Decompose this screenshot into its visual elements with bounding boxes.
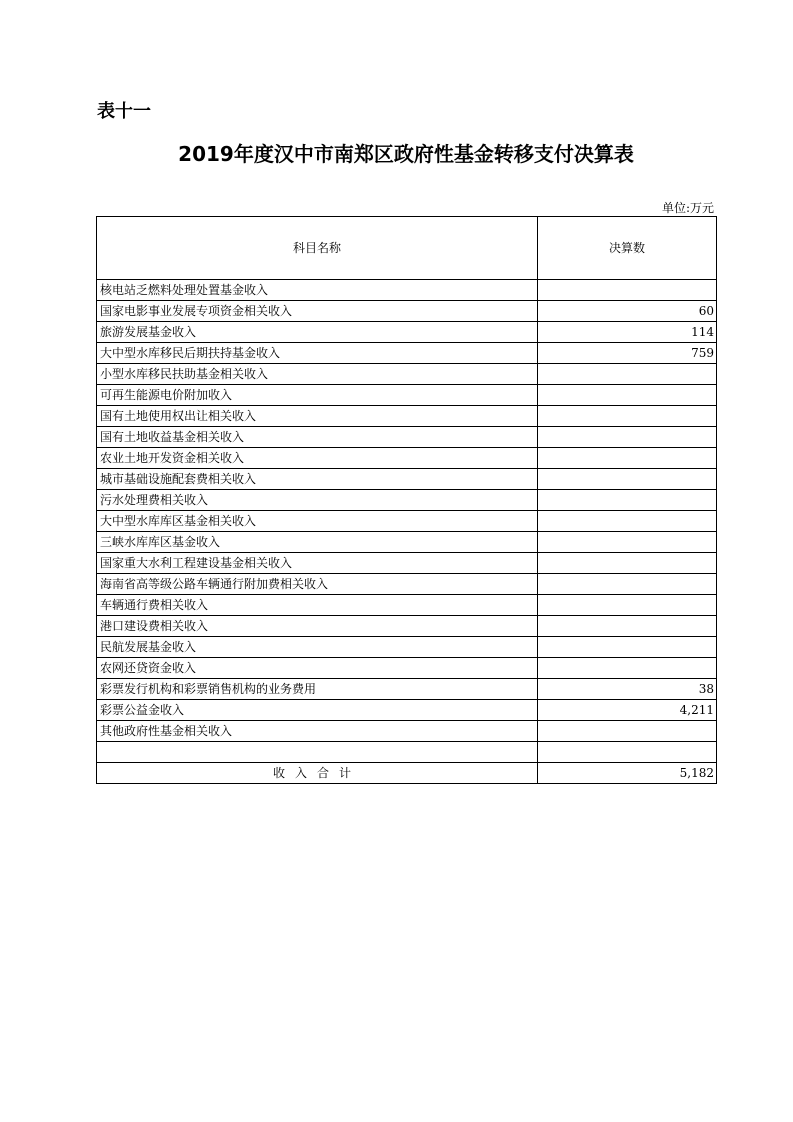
table-row — [97, 322, 717, 343]
column-header-subject: 科目名称 — [97, 217, 538, 280]
row-amount — [538, 490, 717, 511]
table-row — [97, 364, 717, 385]
row-subject: 国家重大水利工程建设基金相关收入 — [97, 553, 538, 574]
row-amount: 759 — [538, 343, 717, 364]
row-amount — [538, 595, 717, 616]
row-amount — [538, 574, 717, 595]
row-amount — [538, 364, 717, 385]
table-row — [97, 742, 717, 763]
row-subject: 农业土地开发资金相关收入 — [97, 448, 538, 469]
total-label: 收入合计 — [97, 763, 538, 784]
budget-table — [96, 216, 717, 784]
table-row — [97, 574, 717, 595]
table-row — [97, 532, 717, 553]
table-row — [97, 679, 717, 700]
table-row — [97, 448, 717, 469]
row-amount — [538, 637, 717, 658]
table-row — [97, 658, 717, 679]
total-row — [97, 763, 717, 784]
table-row — [97, 511, 717, 532]
table-row — [97, 637, 717, 658]
table-row — [97, 595, 717, 616]
table-row — [97, 616, 717, 637]
row-amount — [538, 280, 717, 301]
row-amount — [538, 616, 717, 637]
row-amount — [538, 469, 717, 490]
table-number: 表十一 — [97, 101, 151, 122]
row-amount: 114 — [538, 322, 717, 343]
row-subject: 国家电影事业发展专项资金相关收入 — [97, 301, 538, 322]
page-title: 2019年度汉中市南郑区政府性基金转移支付决算表 — [178, 142, 634, 166]
row-amount — [538, 721, 717, 742]
row-subject: 国有土地收益基金相关收入 — [97, 427, 538, 448]
row-amount — [538, 553, 717, 574]
row-amount — [538, 448, 717, 469]
table-header-row — [97, 217, 717, 280]
total-amount: 5,182 — [538, 763, 717, 784]
row-amount — [538, 742, 717, 763]
table-row — [97, 721, 717, 742]
table-row — [97, 700, 717, 721]
row-subject: 彩票发行机构和彩票销售机构的业务费用 — [97, 679, 538, 700]
row-amount — [538, 532, 717, 553]
column-header-amount: 决算数 — [538, 217, 717, 280]
row-subject: 农网还贷资金收入 — [97, 658, 538, 679]
row-subject: 城市基础设施配套费相关收入 — [97, 469, 538, 490]
table-row — [97, 343, 717, 364]
table-body — [97, 280, 717, 784]
row-subject: 车辆通行费相关收入 — [97, 595, 538, 616]
row-amount — [538, 406, 717, 427]
row-subject: 大中型水库移民后期扶持基金收入 — [97, 343, 538, 364]
table-row — [97, 406, 717, 427]
row-subject: 旅游发展基金收入 — [97, 322, 538, 343]
row-subject: 可再生能源电价附加收入 — [97, 385, 538, 406]
row-subject: 国有土地使用权出让相关收入 — [97, 406, 538, 427]
row-subject: 其他政府性基金相关收入 — [97, 721, 538, 742]
table-row — [97, 469, 717, 490]
table-row — [97, 427, 717, 448]
row-subject: 污水处理费相关收入 — [97, 490, 538, 511]
row-subject: 彩票公益金收入 — [97, 700, 538, 721]
row-subject: 港口建设费相关收入 — [97, 616, 538, 637]
row-amount — [538, 511, 717, 532]
table-row — [97, 385, 717, 406]
row-amount — [538, 427, 717, 448]
row-amount — [538, 658, 717, 679]
row-amount: 60 — [538, 301, 717, 322]
row-subject: 民航发展基金收入 — [97, 637, 538, 658]
table-row — [97, 553, 717, 574]
row-amount — [538, 385, 717, 406]
row-amount: 38 — [538, 679, 717, 700]
row-subject: 核电站乏燃料处理处置基金收入 — [97, 280, 538, 301]
table-row — [97, 301, 717, 322]
row-subject: 三峡水库库区基金收入 — [97, 532, 538, 553]
row-subject — [97, 742, 538, 763]
table-row — [97, 490, 717, 511]
row-subject: 海南省高等级公路车辆通行附加费相关收入 — [97, 574, 538, 595]
table-row — [97, 280, 717, 301]
row-subject: 大中型水库库区基金相关收入 — [97, 511, 538, 532]
row-amount: 4,211 — [538, 700, 717, 721]
row-subject: 小型水库移民扶助基金相关收入 — [97, 364, 538, 385]
unit-label: 单位:万元 — [661, 201, 714, 215]
